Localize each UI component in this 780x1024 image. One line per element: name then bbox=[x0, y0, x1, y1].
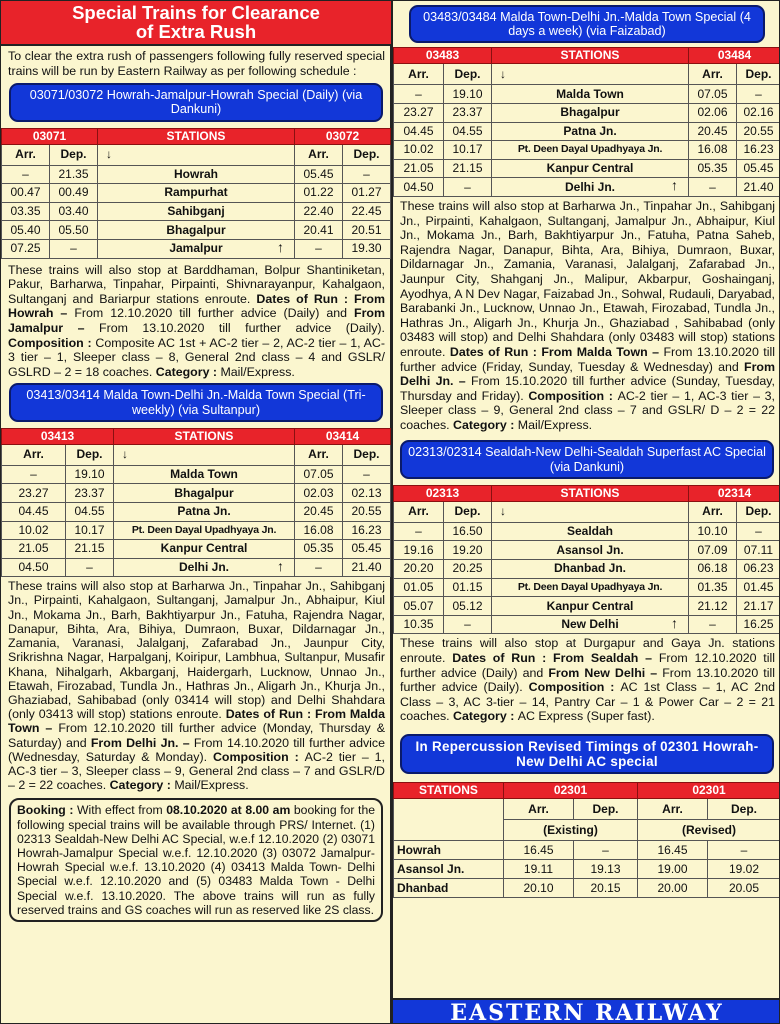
section2-timetable bbox=[1, 428, 391, 578]
up-departure: 16.25 bbox=[737, 615, 780, 634]
timetable-row bbox=[394, 104, 780, 123]
dep-header: Dep. bbox=[737, 501, 780, 522]
timetable-row bbox=[394, 159, 780, 178]
station-name: Asansol Jn. bbox=[492, 541, 689, 560]
station-name: Dhanbad Jn. bbox=[492, 560, 689, 579]
revised-row bbox=[394, 879, 780, 898]
section3-notes bbox=[393, 197, 780, 435]
section4-title: 02313/02314 Sealdah-New Delhi-Sealdah Superfast AC Special (via Dankuni) bbox=[400, 440, 774, 478]
section3-timetable bbox=[393, 47, 780, 197]
section4-notes bbox=[393, 634, 780, 726]
down-arrival: – bbox=[394, 85, 444, 104]
dep-header: Dep. bbox=[444, 501, 492, 522]
down-departure: 21.15 bbox=[66, 540, 114, 559]
revised-arrival: 19.00 bbox=[638, 860, 708, 879]
up-departure: 05.45 bbox=[343, 540, 391, 559]
station-name: Pt. Deen Dayal Upadhyaya Jn. bbox=[114, 521, 295, 540]
station-name: Howrah bbox=[98, 165, 295, 184]
note-text: AC 1st Class – 1, AC 2nd Class – 3, AC 3-tier – 14, Pantry Car – 1 & Power Car – 2 = 21 coaches. bbox=[400, 680, 775, 724]
down-arrival: 05.40 bbox=[2, 221, 50, 240]
station-name: Bhagalpur bbox=[114, 484, 295, 503]
existing-arrival: 20.10 bbox=[504, 879, 574, 898]
station-name: Sealdah bbox=[492, 522, 689, 541]
timetable-row bbox=[2, 165, 391, 184]
down-arrival: 20.20 bbox=[394, 560, 444, 579]
down-departure: 00.49 bbox=[50, 184, 98, 203]
note-label: Dates of Run : From Howrah – bbox=[8, 291, 386, 321]
down-arrow-icon: ↓ bbox=[492, 501, 689, 522]
timetable-row bbox=[2, 540, 391, 559]
timetable-row bbox=[2, 558, 391, 577]
note-label: From Delhi Jn. – bbox=[400, 359, 775, 389]
down-departure: 01.15 bbox=[444, 578, 492, 597]
arr-header: Arr. bbox=[689, 501, 737, 522]
station-name: Pt. Deen Dayal Upadhyaya Jn. bbox=[492, 141, 689, 160]
up-arrival: 01.22 bbox=[295, 184, 343, 203]
down-departure: 10.17 bbox=[66, 521, 114, 540]
stations-header: STATIONS bbox=[394, 783, 504, 799]
section1-timetable bbox=[1, 128, 391, 259]
up-arrival: 02.06 bbox=[689, 104, 737, 123]
eastern-railway-footer: EASTERN RAILWAY bbox=[393, 998, 780, 1024]
up-arrow-icon: ↑ bbox=[671, 177, 678, 194]
note-label: From New Delhi – bbox=[548, 665, 663, 680]
note-label: From Jamalpur – bbox=[8, 306, 385, 335]
timetable-row bbox=[394, 122, 780, 141]
note-label: Composition : bbox=[212, 749, 305, 764]
note-label: Dates of Run : From Malda Town – bbox=[449, 344, 664, 359]
note-text: From 12.10.2020 till further advice (Daily) and bbox=[74, 306, 355, 321]
section2-notes bbox=[1, 577, 391, 794]
main-heading: Special Trains for Clearance of Extra Rush bbox=[1, 1, 391, 46]
station-name: Bhagalpur bbox=[492, 104, 689, 123]
down-arrival: 23.27 bbox=[394, 104, 444, 123]
down-arrival: 05.07 bbox=[394, 597, 444, 616]
timetable-row bbox=[2, 502, 391, 521]
down-departure: – bbox=[50, 239, 98, 258]
note-text: Mail/Express. bbox=[517, 417, 593, 432]
up-departure: 07.11 bbox=[737, 541, 780, 560]
stations-header: STATIONS bbox=[492, 485, 689, 501]
up-departure: 06.23 bbox=[737, 560, 780, 579]
down-departure: – bbox=[444, 178, 492, 197]
down-departure: 20.25 bbox=[444, 560, 492, 579]
up-arrival: 16.08 bbox=[295, 521, 343, 540]
up-departure: 20.51 bbox=[343, 221, 391, 240]
arr-header: Arr. bbox=[2, 444, 66, 465]
down-arrival: 04.45 bbox=[394, 122, 444, 141]
revised-departure: 20.05 bbox=[708, 879, 780, 898]
section2-down-number: 03413 bbox=[2, 428, 114, 444]
station-name-text: Delhi Jn. bbox=[564, 179, 615, 194]
stations-header: STATIONS bbox=[114, 428, 295, 444]
arr-header: Arr. bbox=[295, 444, 343, 465]
down-arrival: 10.02 bbox=[2, 521, 66, 540]
down-departure: – bbox=[444, 615, 492, 634]
down-departure: 21.35 bbox=[50, 165, 98, 184]
down-arrow-icon: ↓ bbox=[492, 64, 689, 85]
section4-timetable bbox=[393, 485, 780, 635]
note-label: Category : bbox=[155, 364, 221, 379]
up-departure: 20.55 bbox=[343, 502, 391, 521]
timetable-row bbox=[2, 221, 391, 240]
station-name: Kanpur Central bbox=[492, 597, 689, 616]
revised-timetable bbox=[393, 782, 780, 898]
existing-label: (Existing) bbox=[504, 820, 638, 841]
up-arrival: 10.10 bbox=[689, 522, 737, 541]
note-label: Composition : bbox=[528, 388, 618, 403]
up-departure: 19.30 bbox=[343, 239, 391, 258]
up-arrival: – bbox=[689, 615, 737, 634]
up-arrival: 22.40 bbox=[295, 202, 343, 221]
station-name: Patna Jn. bbox=[492, 122, 689, 141]
note-text: Mail/Express. bbox=[174, 778, 249, 793]
section3-up-number: 03484 bbox=[689, 48, 780, 64]
timetable-row bbox=[394, 615, 780, 634]
note-text: AC Express (Super fast). bbox=[517, 709, 655, 724]
note-text: From 12.10.2020 till further advice (Daily) and bbox=[400, 651, 776, 680]
note-text: From 13.10.2020 till further advice (Friday, Sunday, Tuesday & Wednesday) and bbox=[400, 344, 775, 374]
note-text: AC-2 tier – 1, AC-3 tier – 3, Sleeper class – 9, General 2nd class – 7 and GSLR/ D – 2 = 22 coaches. bbox=[400, 388, 775, 432]
up-arrival: 07.09 bbox=[689, 541, 737, 560]
timetable-row bbox=[2, 239, 391, 258]
timetable-row bbox=[394, 85, 780, 104]
note-label: Composition : bbox=[528, 680, 621, 695]
up-arrow-icon: ↑ bbox=[277, 557, 284, 574]
note-label: Category : bbox=[453, 417, 518, 432]
station-name: Sahibganj bbox=[98, 202, 295, 221]
section1-title: 03071/03072 Howrah-Jamalpur-Howrah Special (Daily) (via Dankuni) bbox=[9, 83, 383, 121]
note-text: From 13.10.2020 till further advice (Daily). bbox=[99, 320, 385, 335]
revised-departure: 19.02 bbox=[708, 860, 780, 879]
down-arrival: 23.27 bbox=[2, 484, 66, 503]
dep-header: Dep. bbox=[66, 444, 114, 465]
down-departure: 05.50 bbox=[50, 221, 98, 240]
note-label: Category : bbox=[109, 778, 175, 793]
station-name bbox=[492, 178, 689, 197]
up-departure: 02.13 bbox=[343, 484, 391, 503]
station-name bbox=[98, 239, 295, 258]
up-departure: 20.55 bbox=[737, 122, 780, 141]
timetable-row bbox=[394, 578, 780, 597]
revised-arrival: 16.45 bbox=[638, 841, 708, 860]
note-text: These trains will also stop at Barddhaman, Bolpur Shantiniketan, Pakur, Barharwa, Tinpahar, Pirpainti, Shivnarayanpur, Kahalgaon, Sultanganj and Bariarpur stations enroute. bbox=[8, 262, 385, 306]
up-arrival: 20.41 bbox=[295, 221, 343, 240]
timetable-row bbox=[2, 521, 391, 540]
dep-header: Dep. bbox=[343, 444, 391, 465]
down-departure: 03.40 bbox=[50, 202, 98, 221]
existing-arrival: 19.11 bbox=[504, 860, 574, 879]
left-column bbox=[1, 1, 391, 922]
down-arrival: 21.05 bbox=[394, 159, 444, 178]
note-text: Mail/Express. bbox=[220, 364, 295, 379]
up-arrival: 07.05 bbox=[295, 465, 343, 484]
station-name-text: Jamalpur bbox=[169, 241, 223, 256]
section2-title: 03413/03414 Malda Town-Delhi Jn.-Malda Town Special (Tri-weekly) (via Sultanpur) bbox=[9, 383, 383, 421]
down-arrival: 01.05 bbox=[394, 578, 444, 597]
right-column bbox=[393, 1, 780, 898]
timetable-row bbox=[2, 184, 391, 203]
station-name: Bhagalpur bbox=[98, 221, 295, 240]
timetable-row bbox=[394, 178, 780, 197]
section3-down-number: 03483 bbox=[394, 48, 492, 64]
up-departure: – bbox=[737, 85, 780, 104]
station-name: Rampurhat bbox=[98, 184, 295, 203]
down-departure: 19.20 bbox=[444, 541, 492, 560]
up-arrival: 20.45 bbox=[295, 502, 343, 521]
note-label: Dates of Run : From Malda Town – bbox=[8, 707, 385, 736]
note-label: From Delhi Jn. – bbox=[90, 735, 194, 750]
note-text: These trains will also stop at Barharwa Jn., Tinpahar Jn., Sahibganj Jn., Pirpainti, Kahalgaon, Sultanganj, Jamalpur Jn., Abhaipur, Kiul Jn., Mokama Jn., Barh, Bakhtiyarpur Jn., Fatuha, Patna Saheb, Rajendra Nagar, Danapur, Bihta, Ara, Bihiya, Dumraon, Buxar, Dildarnagar Jn., Zamania, Varanasi, Jalalganj, Zafarabad Jn., Jaunpur City, Shahganj Jn., Malipur, Akbarpur, Goshainganj, Ayodhya, A N Dev Nagar, Faizabad Jn., Sohwal, Rudauli, Daryabad, Barabanki Jn., Lucknow, Unnao Jn., Etawah, Firozabad, Tundla Jn., Hathras Jn., Aligarh Jn., Khurja Jn., Ghaziabad , Sahibabad (only 03483 will stop) and Delhi Shahdara (only 03483 will stop) stations enroute. bbox=[400, 198, 775, 359]
intro-text: To clear the extra rush of passengers following fully reserved special trains will be run by Eastern Railway as per following schedule : bbox=[8, 49, 385, 78]
down-arrival: 21.05 bbox=[2, 540, 66, 559]
dep-header: Dep. bbox=[50, 144, 98, 165]
up-departure: 01.27 bbox=[343, 184, 391, 203]
up-departure: – bbox=[343, 465, 391, 484]
station-name-text: Delhi Jn. bbox=[178, 559, 229, 574]
down-departure: 23.37 bbox=[66, 484, 114, 503]
down-arrival: 10.35 bbox=[394, 615, 444, 634]
up-arrival: – bbox=[689, 178, 737, 197]
section4-up-number: 02314 bbox=[689, 485, 780, 501]
up-departure: 21.40 bbox=[737, 178, 780, 197]
down-arrival: 03.35 bbox=[2, 202, 50, 221]
down-arrival: 19.16 bbox=[394, 541, 444, 560]
up-arrival: 21.12 bbox=[689, 597, 737, 616]
revised-row bbox=[394, 860, 780, 879]
revised-train-number-revised: 02301 bbox=[638, 783, 780, 799]
station-name: Kanpur Central bbox=[492, 159, 689, 178]
down-departure: 21.15 bbox=[444, 159, 492, 178]
down-arrival: 07.25 bbox=[2, 239, 50, 258]
note-text: From 15.10.2020 till further advice (Sunday, Tuesday, Thursday and Friday). bbox=[400, 374, 775, 403]
dep-header: Dep. bbox=[574, 799, 638, 820]
station-name: Howrah bbox=[394, 841, 504, 860]
station-name: Malda Town bbox=[492, 85, 689, 104]
note-label: Dates of Run : From Sealdah – bbox=[452, 651, 659, 666]
timetable-row bbox=[2, 484, 391, 503]
note-text: These trains will also stop at Barharwa Jn., Tinpahar Jn., Sahibganj Jn., Pirpainti, Kahalgaon, Sultanganj, Jamalpur Jn., Abhaipur, Kiul Jn., Mokama Jn., Barh, Bakhtiyarpur Jn., Fatuha, Rajendra Nagar, Danapur, Bihta, Ara, Bihiya, Dumraon, Buxar, Dildarnagar Jn., Zamania, Varanasi, Jalalganj, Zafarabad Jn., Jaunpur City, Srikrishna Nagar, Harpalganj, Koiripur, Lambhua, Sultanpur, Musafir Khana, Nihalgarh, Akbarganj, Haidergarh, Lucknow, Unnao Jn., Etawah, Firozabad, Tundla Jn., Hathras Jn., Aligarh Jn., Khurja Jn., Ghaziabad, Sahibabad (only 03414 will stop) and Delhi Shahdara (only 03413 will stop) stations enroute. bbox=[8, 579, 385, 722]
up-arrow-icon: ↑ bbox=[277, 238, 284, 255]
dep-header: Dep. bbox=[444, 64, 492, 85]
up-arrival: – bbox=[295, 239, 343, 258]
up-departure: – bbox=[737, 522, 780, 541]
down-arrival: – bbox=[394, 522, 444, 541]
note-label: 08.10.2020 at 8.00 am bbox=[166, 803, 294, 818]
down-departure: 05.12 bbox=[444, 597, 492, 616]
up-arrow-icon: ↑ bbox=[671, 614, 678, 631]
revised-row bbox=[394, 841, 780, 860]
up-arrival: 06.18 bbox=[689, 560, 737, 579]
note-label: Composition : bbox=[8, 335, 96, 350]
section3-title: 03483/03484 Malda Town-Delhi Jn.-Malda Town Special (4 days a week) (via Faizabad) bbox=[409, 5, 765, 43]
station-name: Pt. Deen Dayal Upadhyaya Jn. bbox=[492, 578, 689, 597]
arr-header: Arr. bbox=[394, 64, 444, 85]
arr-header: Arr. bbox=[638, 799, 708, 820]
down-departure: – bbox=[66, 558, 114, 577]
timetable-row bbox=[394, 141, 780, 160]
section1-down-number: 03071 bbox=[2, 128, 98, 144]
up-departure: 16.23 bbox=[737, 141, 780, 160]
section1-up-number: 03072 bbox=[295, 128, 391, 144]
up-departure: 21.40 bbox=[343, 558, 391, 577]
station-name-text: New Delhi bbox=[561, 617, 619, 632]
station-name: Dhanbad bbox=[394, 879, 504, 898]
down-departure: 04.55 bbox=[66, 502, 114, 521]
existing-departure: – bbox=[574, 841, 638, 860]
up-departure: 01.45 bbox=[737, 578, 780, 597]
timetable-row bbox=[2, 465, 391, 484]
up-arrival: – bbox=[295, 558, 343, 577]
up-departure: 21.17 bbox=[737, 597, 780, 616]
up-departure: – bbox=[343, 165, 391, 184]
down-arrival: – bbox=[2, 465, 66, 484]
arr-header: Arr. bbox=[504, 799, 574, 820]
timetable-row bbox=[2, 202, 391, 221]
dep-header: Dep. bbox=[708, 799, 780, 820]
stations-header: STATIONS bbox=[98, 128, 295, 144]
note-text: Composite AC 1st + AC-2 tier – 2, AC-2 tier – 1, AC-3 tier – 1, Sleeper class – 8, General 2nd class – 4 and GSLR/ GSLRD – 2 = 18 coaches. bbox=[8, 335, 385, 379]
down-departure: 04.55 bbox=[444, 122, 492, 141]
note-text: With effect from bbox=[77, 803, 167, 818]
down-arrival: – bbox=[2, 165, 50, 184]
up-arrival: 02.03 bbox=[295, 484, 343, 503]
down-arrow-icon: ↓ bbox=[114, 444, 295, 465]
note-label: Category : bbox=[453, 709, 518, 724]
booking-box bbox=[9, 798, 383, 922]
station-name bbox=[492, 615, 689, 634]
note-text: From 13.10.2020 till further advice (Daily). bbox=[400, 665, 775, 695]
down-departure: 23.37 bbox=[444, 104, 492, 123]
existing-departure: 19.13 bbox=[574, 860, 638, 879]
revised-title: In Repercussion Revised Timings of 02301 Howrah-New Delhi AC special bbox=[400, 734, 774, 774]
down-arrival: 04.50 bbox=[2, 558, 66, 577]
timetable-row bbox=[394, 541, 780, 560]
station-name: Asansol Jn. bbox=[394, 860, 504, 879]
timetable-row bbox=[394, 560, 780, 579]
up-arrival: 16.08 bbox=[689, 141, 737, 160]
dep-header: Dep. bbox=[737, 64, 780, 85]
station-name: Patna Jn. bbox=[114, 502, 295, 521]
note-text: AC-2 tier – 1, AC-3 tier – 3, Sleeper class – 9, General 2nd class – 7 and GSLR/D – 2 = 22 coaches. bbox=[8, 749, 385, 793]
revised-arrival: 20.00 bbox=[638, 879, 708, 898]
up-arrival: 01.35 bbox=[689, 578, 737, 597]
up-departure: 22.45 bbox=[343, 202, 391, 221]
timetable-row bbox=[394, 597, 780, 616]
up-arrival: 05.35 bbox=[295, 540, 343, 559]
note-label: Booking : bbox=[17, 803, 78, 818]
revised-departure: – bbox=[708, 841, 780, 860]
up-departure: 16.23 bbox=[343, 521, 391, 540]
down-departure: 19.10 bbox=[66, 465, 114, 484]
station-name: Malda Town bbox=[114, 465, 295, 484]
note-text: booking for the following special trains will be available through PRS/ Internet. (1) 02313 Sealdah-New Delhi AC Special, w.e.f 12.10.2020 (2) 03071 Howrah-Jamalpur Special w.e.f. 12.10.2020 (3) 03072 Jamalpur-Howrah Special w.e.f. 13.10.2020 (4) 03413 Malda Town- Delhi Special w.e.f. 12.10.2020 and (5) 03483 Malda Town - Delhi Special w.e.f. 13.10.2020. The above trains will run as fully reserved trains and GS coaches will run as reserved like 2S class. bbox=[17, 803, 376, 917]
stations-header: STATIONS bbox=[492, 48, 689, 64]
down-arrival: 00.47 bbox=[2, 184, 50, 203]
arr-header: Arr. bbox=[2, 144, 50, 165]
down-arrival: 04.45 bbox=[2, 502, 66, 521]
arr-header: Arr. bbox=[295, 144, 343, 165]
up-departure: 02.16 bbox=[737, 104, 780, 123]
station-name: Kanpur Central bbox=[114, 540, 295, 559]
dep-header: Dep. bbox=[343, 144, 391, 165]
arr-header: Arr. bbox=[394, 501, 444, 522]
up-arrival: 20.45 bbox=[689, 122, 737, 141]
down-arrival: 04.50 bbox=[394, 178, 444, 197]
note-text: From 12.10.2020 till further advice (Monday, Thursday & Saturday) and bbox=[8, 721, 385, 750]
revised-label: (Revised) bbox=[638, 820, 780, 841]
section1-notes bbox=[1, 259, 391, 382]
revised-train-number-existing: 02301 bbox=[504, 783, 638, 799]
down-departure: 19.10 bbox=[444, 85, 492, 104]
note-text: These trains will also stop at Durgapur and Gaya Jn. stations enroute. bbox=[400, 636, 775, 666]
timetable-row bbox=[394, 522, 780, 541]
down-departure: 10.17 bbox=[444, 141, 492, 160]
up-arrival: 05.45 bbox=[295, 165, 343, 184]
existing-arrival: 16.45 bbox=[504, 841, 574, 860]
up-departure: 05.45 bbox=[737, 159, 780, 178]
down-arrival: 10.02 bbox=[394, 141, 444, 160]
up-arrival: 05.35 bbox=[689, 159, 737, 178]
down-departure: 16.50 bbox=[444, 522, 492, 541]
existing-departure: 20.15 bbox=[574, 879, 638, 898]
down-arrow-icon: ↓ bbox=[98, 144, 295, 165]
arr-header: Arr. bbox=[689, 64, 737, 85]
note-text: From 14.10.2020 till further advice (Wednesday, Saturday & Monday). bbox=[8, 735, 386, 764]
station-name bbox=[114, 558, 295, 577]
section2-up-number: 03414 bbox=[295, 428, 391, 444]
up-arrival: 07.05 bbox=[689, 85, 737, 104]
section4-down-number: 02313 bbox=[394, 485, 492, 501]
